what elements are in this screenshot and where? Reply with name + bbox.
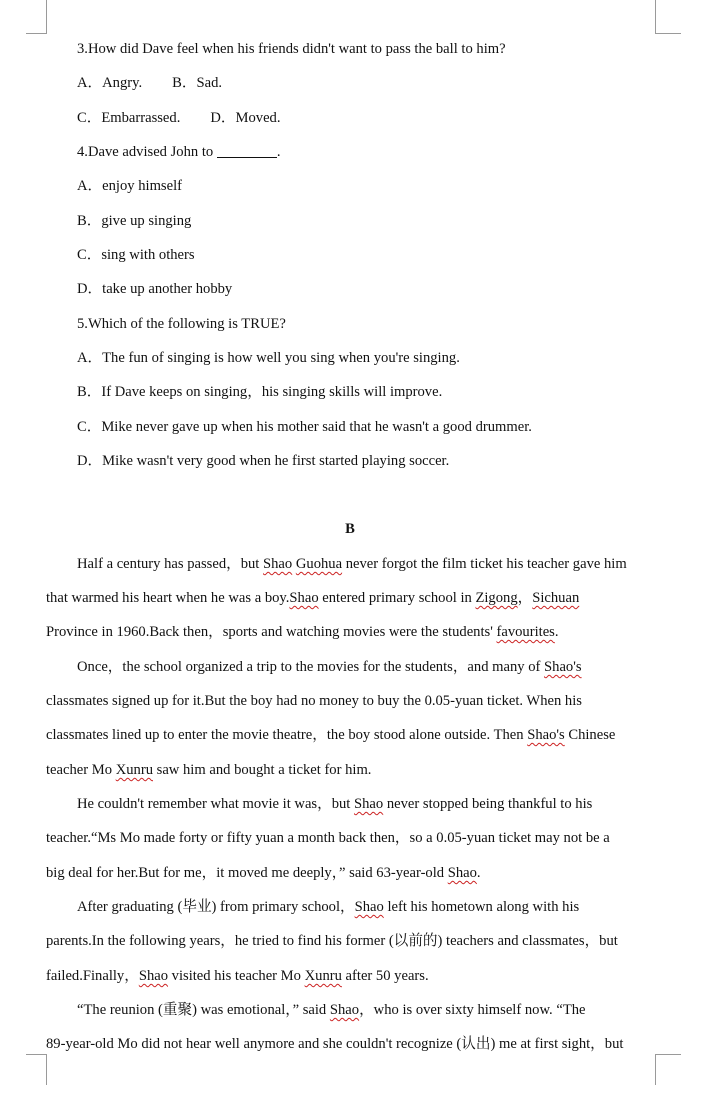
question-4-option-a: [77, 177, 182, 195]
option-text: take up another hobby: [102, 281, 233, 297]
passage-line: [77, 555, 627, 573]
proper-noun-word: Shao: [329, 1002, 360, 1018]
question-3-options-row-2: [77, 109, 281, 127]
option-text: sing with others: [101, 247, 195, 263]
question-5-option-b: [77, 383, 442, 401]
option-text: Angry.: [102, 75, 143, 91]
page-corner-mark-bottom-left: [26, 1054, 47, 1085]
question-4-stem: [77, 143, 281, 161]
question-4-stem-text: 4.Dave advised John to: [77, 144, 217, 160]
question-5-option-c: [77, 418, 532, 436]
option-text: Mike never gave up when his mother said that he wasn't a good drummer.: [101, 419, 532, 435]
text-run: Province in 1960.Back then，sports and watching movies were the students': [46, 624, 497, 640]
passage-line: [77, 795, 592, 813]
section-title: B: [345, 521, 355, 537]
proper-noun-word: Zigong: [475, 590, 518, 606]
question-4-option-d: [77, 280, 232, 298]
passage-line: [77, 658, 582, 676]
text-run: classmates lined up to enter the movie theatre，the boy stood alone outside. Then: [46, 727, 528, 743]
proper-noun-word: Shao: [138, 968, 169, 984]
passage-line: [46, 864, 481, 882]
proper-noun-word: Xunru: [304, 968, 342, 984]
proper-noun-word: Shao: [354, 899, 384, 915]
page-corner-mark-top-right: [655, 0, 681, 34]
text-run: failed.Finally，: [46, 968, 139, 984]
passage-line: [77, 1001, 586, 1019]
text-run: visited his teacher Mo: [168, 968, 305, 984]
option-letter: A．: [77, 178, 103, 194]
text-run: Chinese: [564, 727, 616, 743]
text-run: never forgot the film ticket his teacher gave him: [342, 556, 627, 572]
proper-noun-word: Shao's: [527, 727, 565, 743]
option-letter: D．: [77, 453, 103, 469]
text-run: left his hometown along with his: [383, 899, 580, 915]
text-run: .: [554, 624, 559, 640]
text-run: teacher Mo: [46, 762, 116, 778]
text-run: After graduating (毕业) from primary school，: [77, 899, 355, 915]
text-run: .: [476, 865, 481, 881]
passage-line: [77, 898, 579, 916]
question-5-stem: 5.Which of the following is TRUE?: [77, 316, 286, 332]
question-4-stem-end: .: [276, 144, 281, 160]
answer-blank: [217, 143, 277, 158]
proper-noun-word: favourites: [496, 624, 555, 640]
page-corner-mark-top-left: [26, 0, 47, 34]
question-3-stem: 3.How did Dave feel when his friends didn't want to pass the ball to him?: [77, 41, 506, 57]
text-run: entered primary school in: [318, 590, 476, 606]
proper-noun-word: Shao: [289, 590, 319, 606]
text-run: big deal for her.But for me，it moved me deeply，” said 63-year-old: [46, 865, 448, 881]
option-letter: C．: [77, 110, 102, 126]
text-run: after 50 years.: [341, 968, 429, 984]
option-text: If Dave keeps on singing，his singing skills will improve.: [101, 384, 443, 400]
option-letter: D．: [210, 110, 236, 126]
passage-line: [46, 589, 579, 607]
option-text: The fun of singing is how well you sing when you're singing.: [102, 350, 460, 366]
option-letter: C．: [77, 247, 102, 263]
question-3-options-row-1: [77, 74, 222, 92]
passage-line: teacher.“Ms Mo made forty or fifty yuan a month back then，so a 0.05-yuan ticket may not be a: [46, 830, 610, 846]
proper-noun-word: Shao: [447, 865, 477, 881]
option-text: Embarrassed.: [101, 110, 181, 126]
question-4-option-b: [77, 212, 191, 230]
text-run: ，who is over sixty himself now. “The: [359, 1002, 586, 1018]
passage-line: [46, 623, 559, 641]
option-letter: A．: [77, 350, 103, 366]
option-letter: A．: [77, 75, 103, 91]
passage-line: [46, 967, 429, 985]
text-run: saw him and bought a ticket for him.: [153, 762, 372, 778]
passage-line: [46, 761, 371, 779]
proper-noun-word: Xunru: [115, 762, 153, 778]
proper-noun-word: Sichuan: [532, 590, 580, 606]
page-corner-mark-bottom-right: [655, 1054, 681, 1085]
option-text: give up singing: [101, 213, 192, 229]
text-run: ，: [517, 590, 533, 606]
proper-noun-word: Shao: [354, 796, 384, 812]
question-4-option-c: [77, 246, 195, 264]
option-text: Moved.: [235, 110, 281, 126]
option-text: enjoy himself: [102, 178, 182, 194]
passage-line: 89-year-old Mo did not hear well anymore and she couldn't recognize (认出) me at first sight，but: [46, 1036, 624, 1052]
text-run: He couldn't remember what movie it was，but: [77, 796, 355, 812]
passage-line: classmates signed up for it.But the boy had no money to buy the 0.05-yuan ticket. When his: [46, 693, 582, 709]
option-letter: B．: [172, 75, 197, 91]
option-text: Sad.: [196, 75, 223, 91]
passage-line: [46, 726, 615, 744]
option-text: Mike wasn't very good when he first started playing soccer.: [102, 453, 450, 469]
option-letter: B．: [77, 384, 102, 400]
option-letter: D．: [77, 281, 103, 297]
question-5-option-d: [77, 452, 449, 470]
proper-noun-word: Shao's: [544, 659, 582, 675]
question-5-option-a: [77, 349, 460, 367]
text-run: “The reunion (重聚) was emotional，” said: [77, 1002, 330, 1018]
option-letter: C．: [77, 419, 102, 435]
passage-line: parents.In the following years，he tried to find his former (以前的) teachers and classmates，but: [46, 933, 618, 949]
text-run: Half a century has passed，but: [77, 556, 264, 572]
proper-noun-word: Guohua: [295, 556, 343, 572]
text-run: Once，the school organized a trip to the movies for the students，and many of: [77, 659, 545, 675]
proper-noun-word: Shao: [263, 556, 293, 572]
text-run: that warmed his heart when he was a boy.: [46, 590, 290, 606]
text-run: never stopped being thankful to his: [383, 796, 593, 812]
option-letter: B．: [77, 213, 102, 229]
